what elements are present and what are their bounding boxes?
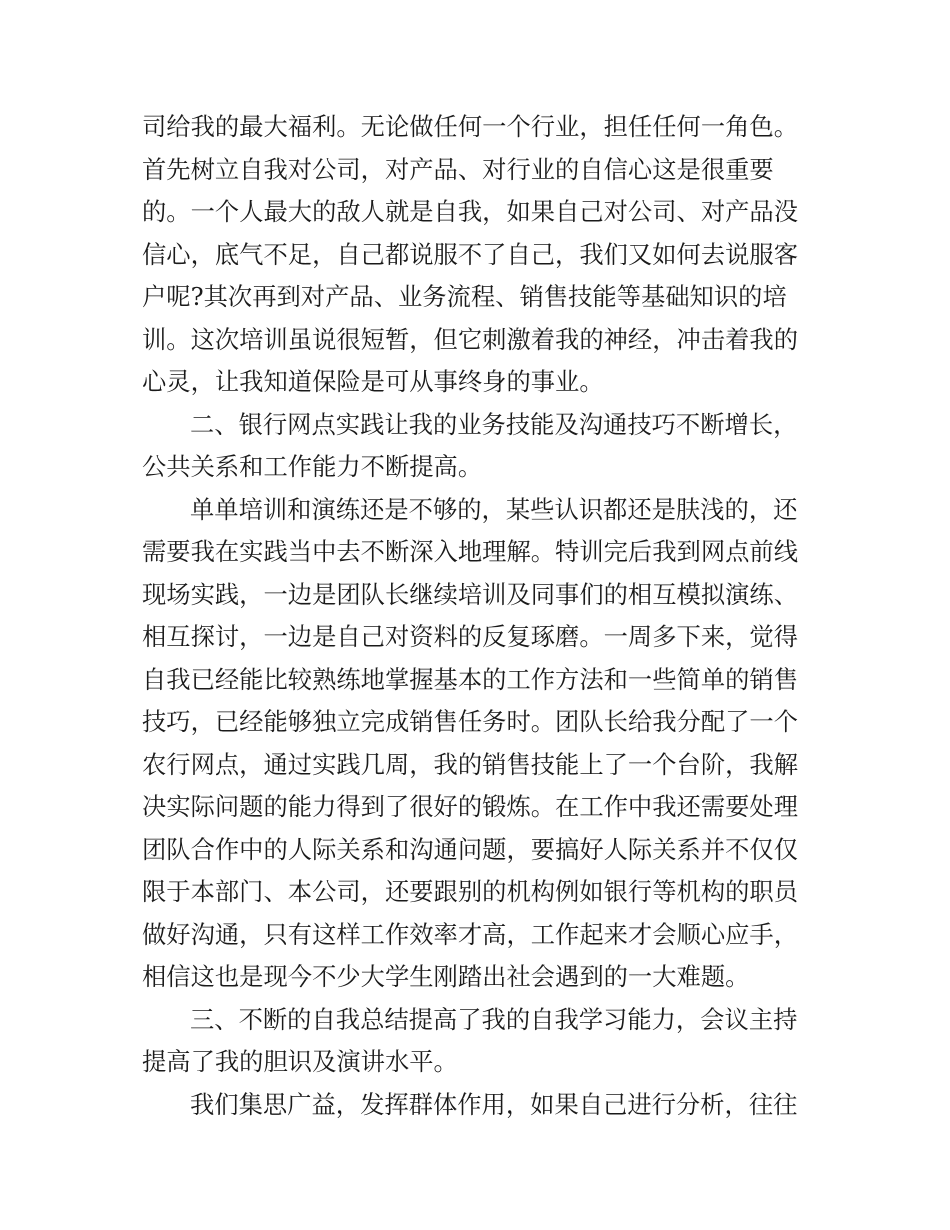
paragraph-start-line: 单单培训和演练还是不够的，某些认识都还是肤浅的，还 [190, 494, 798, 524]
text-line: 农行网点，通过实践几周，我的销售技能上了一个台阶，我解 [142, 749, 799, 779]
section-heading-line: 提高了我的胆识及演讲水平。 [142, 1047, 458, 1076]
section-heading-line: 三、不断的自我总结提高了我的自我学习能力，会议主持 [190, 1004, 798, 1034]
text-line: 心灵，让我知道保险是可从事终身的事业。 [142, 367, 604, 396]
text-line: 的。一个人最大的敌人就是自我，如果自己对公司、对产品没 [142, 197, 799, 226]
document-body [142, 106, 812, 1126]
text-line: 需要我在实践当中去不断深入地理解。特训完后我到网点前线 [142, 537, 799, 566]
text-line: 自我已经能比较熟练地掌握基本的工作方法和一些简单的销售 [142, 664, 799, 694]
paragraph-start-line: 我们集思广益，发挥群体作用，如果自己进行分析，往往 [190, 1089, 798, 1119]
text-line: 训。这次培训虽说很短暂，但它刺激着我的神经，冲击着我的 [142, 324, 799, 354]
text-line: 决实际问题的能力得到了很好的锻炼。在工作中我还需要处理 [142, 792, 799, 821]
section-heading-line: 公共关系和工作能力不断提高。 [142, 452, 483, 481]
text-line: 司给我的最大福利。无论做任何一个行业，担任任何一角色。 [142, 112, 799, 141]
text-line: 现场实践，一边是团队长继续培训及同事们的相互模拟演练、 [142, 579, 799, 609]
text-line: 限于本部门、本公司，还要跟别的机构例如银行等机构的职员 [142, 877, 799, 906]
text-line: 相互探讨，一边是自己对资料的反复琢磨。一周多下来，觉得 [142, 622, 799, 651]
text-line: 相信这也是现今不少大学生刚踏出社会遇到的一大难题。 [142, 962, 750, 991]
text-line: 团队合作中的人际关系和沟通问题，要搞好人际关系并不仅仅 [142, 834, 799, 864]
text-line: 户呢?其次再到对产品、业务流程、销售技能等基础知识的培 [142, 282, 787, 311]
text-line: 信心，底气不足，自己都说服不了自己，我们又如何去说服客 [142, 239, 799, 269]
text-line: 做好沟通，只有这样工作效率才高，工作起来才会顺心应手， [142, 919, 799, 949]
text-line: 技巧，已经能够独立完成销售任务时。团队长给我分配了一个 [142, 707, 799, 736]
text-line: 首先树立自我对公司，对产品、对行业的自信心这是很重要 [142, 154, 774, 184]
section-heading-line: 二、银行网点实践让我的业务技能及沟通技巧不断增长， [190, 409, 798, 439]
